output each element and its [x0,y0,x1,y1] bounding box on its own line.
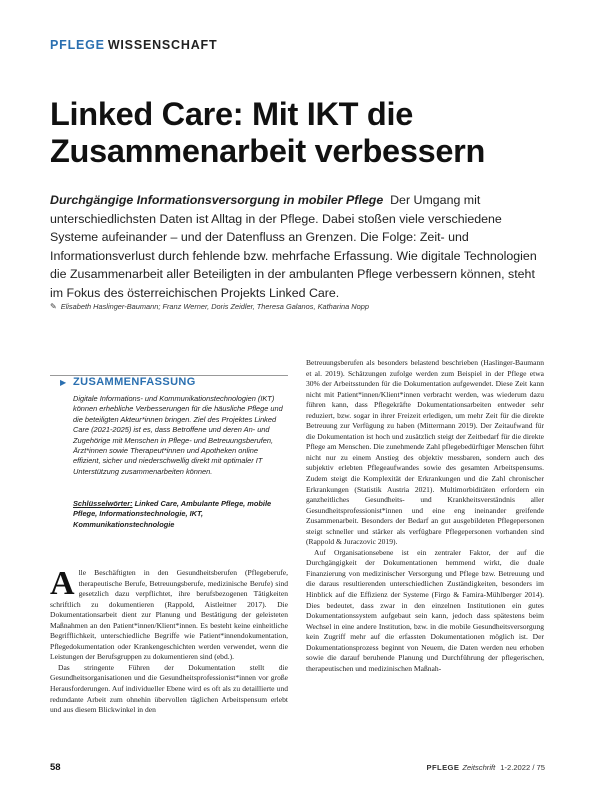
author-names: Elisabeth Haslinger-Baumann; Franz Werner, Doris Zeidler, Theresa Galanos, Katharina Nopp [60,302,369,311]
pen-icon: ✎ [50,302,57,311]
drop-cap: A [50,565,75,602]
footer-journal-sub: Zeitschrift [462,763,496,772]
lead-heading: Durchgängige Informationsversorgung in mobiler Pflege [50,193,384,207]
article-lead [50,191,550,303]
summary-text: Digitale Informations- und Kommunikationstechnologien (IKT) können erhebliche Verbesserungen für die häusliche Pflege und die beteiligten Akteur*innen bringen. Ziel des Projektes Linked Care (2021-2025) ist es, dass Betroffene und deren An- und Zugehörige mit Menschen in Pflege- und Betreuungsberufen, Ärzt*innen sowie Therapeut*innen und Apotheken online effizient, sicher und niederschwellig direkt mit optimaler IT Unterstützung zusammenarbeiten können. [73,394,283,476]
section-label-wissenschaft: WISSENSCHAFT [107,38,218,52]
section-label-pflege: PFLEGE [50,38,105,52]
page-number: 58 [50,762,61,773]
body-column-right [306,358,544,674]
keywords [73,499,285,530]
footer-issue: 1-2.2022 / 75 [500,763,545,772]
footer-journal-name: PFLEGE [426,763,460,772]
body-paragraph: Auf Organisationsebene ist ein zentraler Faktor, der auf die Durchgängigkeit der Dokumentationen hemmend wirkt, die duale Finanzierung von medizinischer Versorgung und Pflege bzw. Betreuung und die daraus resultierenden unterschiedlichen Zuständigkeiten, besonders im Hinblick auf die Effizienz der Systeme (Firgo & Famira-Mühlberger 2014). Dies bedeutet, dass zwar in den einzelnen Institutionen ein gutes Dokumentationssystem aufgebaut sein kann, jedoch dass spätestens beim Wechsel in eine andere Institution, bzw. in die mobile Gesundheitsversorgung kein Zugriff mehr auf die erfassten Dokumentationen möglich ist. Der Dokumentationsprozess beginnt von Neuem, die Daten werden neu erhoben sowie die darauf beruhende Planung und Durchführung der pflegerischen, therapeutischen und medizinischen Maßnah- [306,547,544,673]
body-column-left [50,565,288,716]
body-paragraph-text: lle Beschäftigten in den Gesundheitsberufen (Pflegeberufe, therapeutische Berufe, Betreuungsberufe, medizinische Berufe) sind gesetzlich dazu verpflichtet, ihre berufsbezogenen Tätigkeiten schriftlich zu dokumentieren (Rappold, Aistleitner 2017). Die Dokumentationsarbeit dient zur Planung und Bestätigung der geleisteten Maßnahmen an den Patient*innen/Klient*innen. Es besteht keine einheitliche Begrifflichkeit, unterschiedliche Begriffe wie Patient*innendokumentation, Pflegedokumentation oder Krankengeschichten werden verwendet, wenn die Leistungen der Berufsgruppen zu dokumentieren sind (ebd.). [50,568,288,662]
article-title: Linked Care: Mit IKT die Zusammenarbeit verbessern [50,96,486,169]
keywords-list: Linked Care, Ambulante Pflege, mobile Pflege, Informationstechnologie, IKT, Kommunikationstechnologie [73,499,272,529]
author-line [50,302,560,311]
keywords-label: Schlüsselwörter: [73,499,133,508]
section-label [50,38,217,52]
body-paragraph [50,565,288,663]
lead-text: Der Umgang mit unterschiedlichsten Daten ist Alltag in der Pflege. Dabei stoßen viele verschiedene Systeme aufeinander – und der Datenfluss an Grenzen. Die Folge: Zeit- und Informationsverlust durch fehlende bzw. mehrfache Erfassung. Wie digitale Technologien die Zusammenarbeit aller Beteiligten in der ambulanten Pflege verbessern können, steht im Fokus des österreichischen Projekts Linked Care. [50,193,537,300]
summary-box [50,375,288,545]
summary-heading: ZUSAMMENFASSUNG [73,376,196,388]
body-paragraph: Betreuungsberufen als besonders belastend beschrieben (Haslinger-Baumann et al. 2019). Schätzungen zufolge werden zum Beispiel in der Pflege etwa 30% der Arbeitsstunden für die Dokumentation aufgewendet. Diese Zeit kann nicht mit Patient*innen/Klient*innen verbracht werden, was wiederum dazu führen kann, dass Pflegekräfte Dokumentationsarbeiten entweder sehr reduziert, bzw. sogar in ihrer Freizeit erledigen, um mehr Zeit für die direkte Betreuung zur Verfügung zu haben (Mittermann 2019). Der Zeitaufwand für die Dokumentation ist hoch und zusätzlich steigt der Zeitbedarf für die direkte Pflege am Menschen. Die zunehmende Zahl pflegebedürftiger Menschen führt nicht nur zu einem Anstieg des objektiv messbaren, sondern auch des subjektiv erlebten Pflegeaufwandes sowie des gesamten Arbeitspensums. Zudem steigt die Komplexität der Erkrankungen und die Zahl chronischer Erkrankungen (Statistik Austria 2021). Multimorbiditäten erfordern ein ganzheitliches Gesundheits- und Krankheitsverständnis aller Gesundheitsprofessionist*innen und eine eng ineinander greifende Zusammenarbeit. Besonders der Bedarf an gut ausgebildeten Pflegepersonen steigt schneller und stärker als verfügbare Pflegepersonen vorhanden sind (Rappold & Juraczovic 2019). [306,358,544,547]
footer-journal-info [427,763,545,772]
body-paragraph: Das stringente Führen der Dokumentation stellt die Gesundheitsorganisationen und die Gesundheitsprofessionist*innen vor große Herausforderungen. Auf individueller Ebene wird es oft als zu detaillierte und redundante Arbeit zum ohnehin übervollen täglichen Arbeitspensum erlebt und aus diesem Blickwinkel in den [50,662,288,715]
triangle-marker-icon: ▶ [60,378,67,387]
